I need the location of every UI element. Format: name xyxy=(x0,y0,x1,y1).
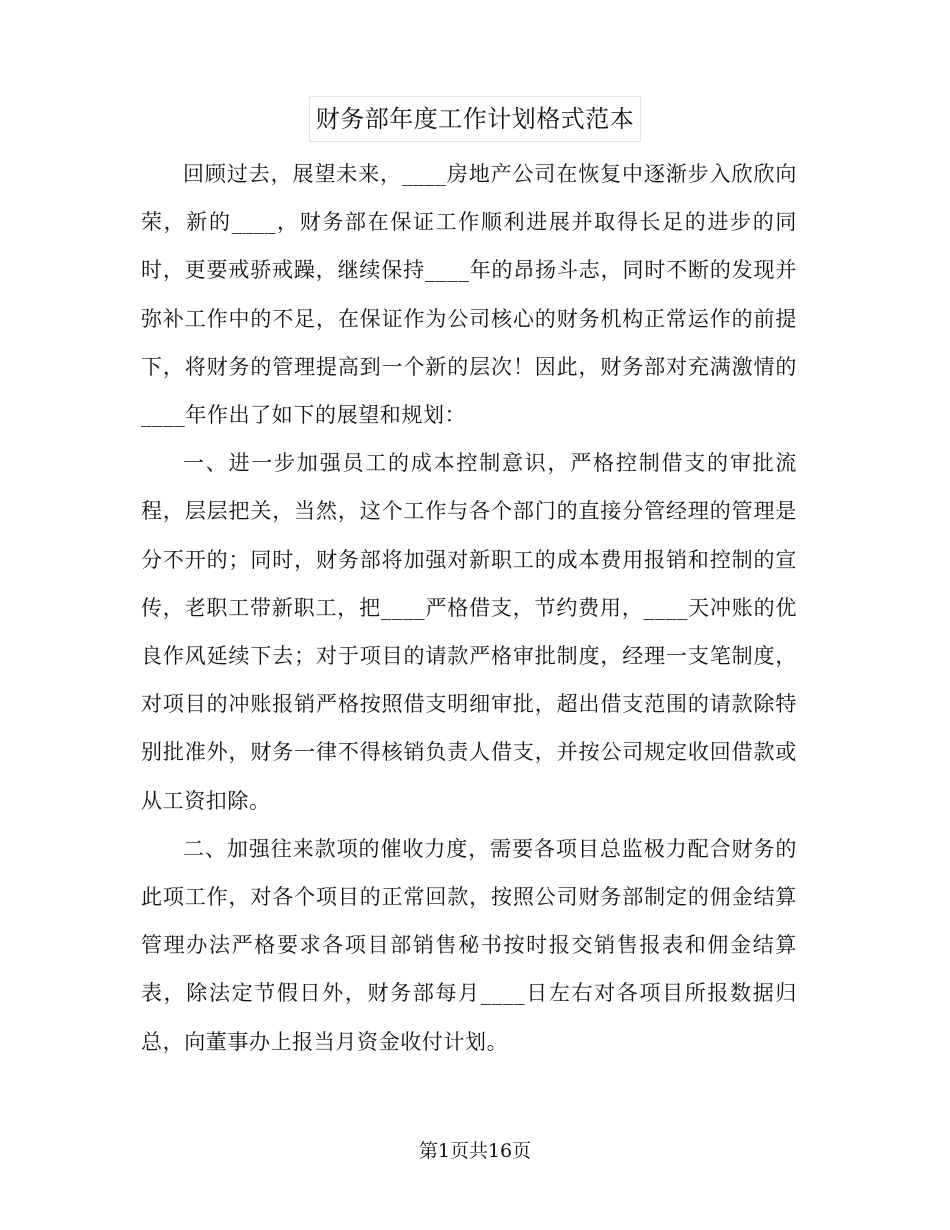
document-body xyxy=(141,150,797,1066)
page-number: 第1页共16页 xyxy=(418,1140,532,1162)
paragraph-item-2: 二、加强往来款项的催收力度，需要各项目总监极力配合财务的此项工作，对各个项目的正常回款，按照公司财务部制定的佣金结算管理办法严格要求各项目部销售秘书按时报交销售报表和佣金结算表，除法定节假日外，财务部每月____日左右对各项目所报数据归总，向董事办上报当月资金收付计划。 xyxy=(141,836,797,1054)
title-container xyxy=(0,96,950,142)
paragraph-intro: 回顾过去，展望未来，____房地产公司在恢复中逐渐步入欣欣向荣，新的____，财务部在保证工作顺利进展并取得长足的进步的同时，更要戒骄戒躁，继续保持____年的昂扬斗志，同时不断的发现并弥补工作中的不足，在保证作为公司核心的财务机构正常运作的前提下，将财务的管理提高到一个新的层次！因此，财务部对充满激情的____年作出了如下的展望和规划： xyxy=(141,162,797,428)
paragraph-item-1: 一、进一步加强员工的成本控制意识，严格控制借支的审批流程，层层把关，当然，这个工作与各个部门的直接分管经理的管理是分不开的；同时，财务部将加强对新职工的成本费用报销和控制的宣传，老职工带新职工，把____严格借支，节约费用，____天冲账的优良作风延续下去；对于项目的请款严格审批制度，经理一支笔制度，对项目的冲账报销严格按照借支明细审批，超出借支范围的请款除特别批准外，财务一律不得核销负责人借支，并按公司规定收回借款或从工资扣除。 xyxy=(141,451,797,813)
document-title: 财务部年度工作计划格式范本 xyxy=(309,96,642,142)
